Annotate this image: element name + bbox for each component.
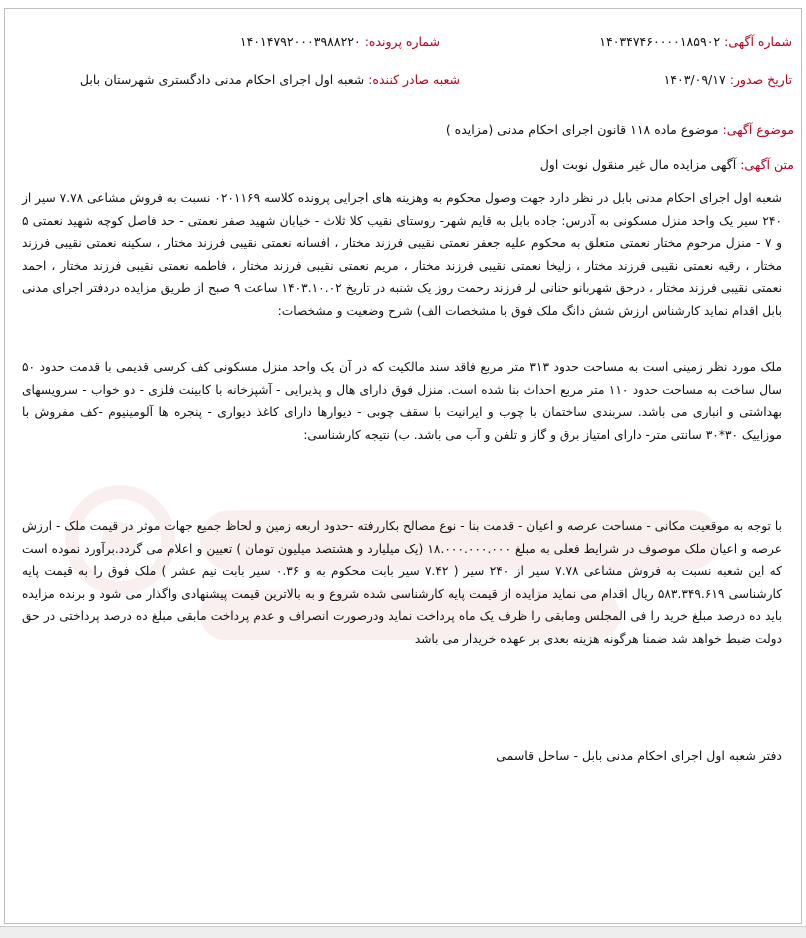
ad-number [599,34,792,49]
subject [446,122,794,137]
ad-number-label: شماره آگهی: [724,34,792,49]
issue-date [664,72,792,87]
subject-value: موضوع ماده ۱۱۸ قانون اجرای احکام مدنی (مزایده ) [445,122,719,137]
ad-number-value: ۱۴۰۳۴۷۴۶۰۰۰۰۱۸۵۹۰۲ [599,34,721,49]
ad-text-heading [540,157,794,172]
issue-date-label: تاریخ صدور: [729,72,792,87]
body-paragraph-3: با توجه به موقعیت مکانی - مساحت عرصه و اعیان - قدمت بنا - نوع مصالح بکاررفته -حدود اربعه زمین و لحاظ جمیع جهات موثر در قیمت ملک - ارزش عرصه و اعیان ملک موصوف در شرایط فعلی به مبلغ ۱۸.۰۰۰.۰۰۰.۰۰۰ (یک میلیارد و هشتصد میلیون تومان ) تعیین و اعلام می گردد.برآورد نموده است که این شعبه نسبت به فروش مشاعی ۷.۷۸ سیر از ۲۴۰ سیر ( ۷.۴۲ سیر بابت محکوم به و ۰.۳۶ سیر بابت نیم عشر ) ملک فوق را به قیمت پایه کارشناسی ۵۸۳.۳۴۹.۶۱۹ ریال اقدام می نماید مزایده از قیمت پایه کارشناسی شده شروع و به بالاترین قیمت پیشنهادی واگذار می شود و برنده مزایده باید ده درصد مبلغ خرید را فی المجلس ومابقی را ظرف یک ماه پرداخت نماید ودرصورت انصراف و عدم پرداخت مابقی مبلغ ده درصد پرداختی در حق دولت ضبط خواهد شد ضمنا هرگونه هزینه بعدی بر عهده خریدار می باشد [22,519,783,646]
document-frame [4,8,802,924]
signature: دفتر شعبه اول اجرای احکام مدنی بابل - ساحل قاسمی [496,748,782,763]
issuer-label: شعبه صادر کننده: [368,72,460,87]
issuer-value: شعبه اول اجرای احکام مدنی دادگستری شهرستان بابل [79,72,365,87]
issue-date-value: ۱۴۰۳/۰۹/۱۷ [663,72,726,87]
case-number-value: ۱۴۰۱۴۷۹۲۰۰۰۳۹۸۸۲۲۰ [239,34,361,49]
ad-text-label: متن آگهی: [740,157,794,172]
body-paragraph-2: ملک مورد نظر زمینی است به مساحت حدود ۳۱۳ متر مربع فاقد سند مالکیت که در آن یک واحد منزل مسکونی کف کرسی قدیمی با قدمت حدود ۵۰ سال ساخت به مساحت حدود ۱۱۰ متر مربع احداث بنا شده است. منزل فوق دارای هال و پذیرایی - آشپزخانه با کابینت فلزی - دو خواب - سرویسهای بهداشتی و انباری می باشد. سربندی ساختمان با چوب و ایرانیت با سقف چوبی - دیوارها دارای کاغذ دیواری - پنجره ها آلومینیوم -کف مفروش با موزاییک ۳۰*۳۰ سانتی متر- دارای امتیاز برق و گاز و تلفن و آب می باشد. ب) نتیجه کارشناسی: [22,360,782,442]
body-paragraph-1: شعبه اول اجرای احکام مدنی بابل در نظر دارد جهت وصول محکوم به وهزینه های اجرایی پرونده کلاسه ۰۲۰۱۱۶۹ نسبت به فروش مشاعی ۷.۷۸ سیر از ۲۴۰ سیر یک واحد منزل مسکونی به آدرس: جاده بابل به قایم شهر- روستای نقیب کلا ثلاث - خیابان شهید صفر نعمتی - حد فاصل کوچه شهید نعمتی ۵ و ۷ - منزل مرحوم مختار نعمتی متعلق به محکوم علیه جعفر نعمتی نقیبی فرزند مختار ، افسانه نعمتی نقیبی فرزند مختار ، سکینه نعمتی نقیبی فرزند مختار ، رقیه نعمتی نقیبی فرزند مختار ، زلیخا نعمتی نقیبی فرزند مختار ، مریم نعمتی نقیبی فرزند مختار ، فاطمه نعمتی نقیبی فرزند مختار ، احمد نعمتی نقیبی فرزند مختار ، درحق شهربانو حنانی لر فرزند رحمت روز یک شنبه در تاریخ ۱۴۰۳.۱۰.۰۲ ساعت ۹ صبح از طریق مزایده دردفتر اجرای مدنی بابل اقدام نماید کارشناس ارزش شش دانگ ملک فوق با مشخصات الف) شرح وضعیت و مشخصات: [22,191,783,318]
case-number-label: شماره پرونده: [364,34,440,49]
case-number [240,34,440,49]
issuer [80,72,460,87]
subject-label: موضوع آگهی: [722,122,794,137]
ad-text-title: آگهی مزایده مال غیر منقول نوبت اول [539,157,737,172]
bottom-bar [0,926,806,938]
